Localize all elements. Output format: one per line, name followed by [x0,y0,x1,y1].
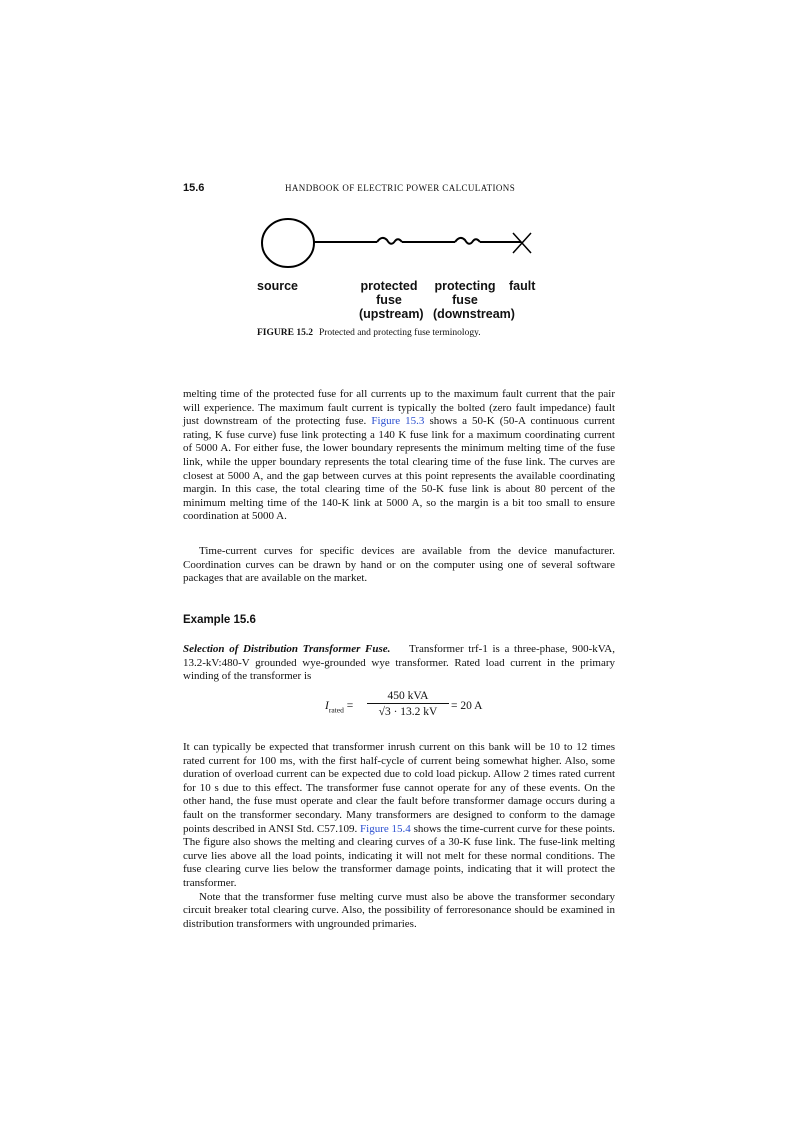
figure-caption-number: FIGURE 15.2 [257,328,313,338]
figure-caption-text: Protected and protecting fuse terminology. [318,328,481,338]
paragraph-ferroresonance: Note that the transformer fuse melting curve must also be above the transformer secondary circuit breaker total clearing curve. Also, the possibility of ferroresonance should be examined in distribution transformers with ungrounded primaries. [183,890,615,930]
figure-15-4-link[interactable]: Figure 15.4 [360,822,411,835]
protecting-fuse-label: protecting fuse (downstream) [433,279,515,321]
paragraph-coordination: melting time of the protected fuse for all currents up to the maximum fault current that the pair will experience. The maximum fault current is typically the bolted (zero fault impedance) fault just downstream of the protecting fuse. Figure 15.3 shows a 50-K (50-A continuous current rating, K fuse curve) fuse link protecting a 140 K fuse link for a maximum coordinating current of 5000 A. For either fuse, the lower boundary represents the minimum melting time of the fuse link, while the upper boundary represents the total clearing time of the fuse link. The curves are closest at 5000 A, and the gap between curves at this point represents the available coordinating margin. In this case, the total clearing time of the 50-K fuse link is about 80 percent of the minimum melting time of the 140-K link at 5000 A, so the margin is a bit too small to ensure coordination at 5000 A. [183,388,615,523]
source-label: source [257,279,298,293]
equation-rhs: = 20 A [451,700,483,712]
example-intro: Selection of Distribution Transformer Fuse. Transformer trf-1 is a three-phase, 900-kVA, 13.2-kV:480-V grounded wye-grounded wye transformer. Rated load current in the primary winding of the transformer is [183,643,615,683]
protecting-fuse-symbol [455,238,480,244]
page-header [183,182,615,198]
equation-denominator: √3 · 13.2 kV [378,706,438,718]
example-title: Selection of Distribution Transformer Fuse. [183,643,391,655]
figure-15-3-link[interactable]: Figure 15.3 [371,415,425,428]
page-number: 15.6 [183,182,205,194]
figure-caption [257,328,481,338]
protected-fuse-label: protected fuse (upstream) [359,279,424,321]
paragraph-inrush: It can typically be expected that transformer inrush current on this bank will be 10 to 12 times rated current for 100 ms, with the first half-cycle of current being somewhat higher. Also, some duration of overload current can be expected due to cold load pickup. Allow 2 times rated current for 10 s due to this effect. The transformer fuse cannot operate for any of these events. On the other hand, the fuse must operate and clear the fault before transformer damage occurs during a fault on the transformer secondary. Many transformers are designed to conform to the damage points described in ANSI Std. C57.109. Figure 15.4 shows the time-current curve for these points. The figure also shows the melting and clearing curves of a 30-K fuse link. The fuse-link melting curve lies above all the load points, indicating it will not melt for these normal conditions. The fuse clearing curve lies below the transformer damage points, indicating that it will protect the transformer. Note that the transformer fuse melting curve must also be above the transformer secondary circuit breaker total clearing curve. Also, the possibility of ferroresonance should be examined in distribution transformers with ungrounded primaries. [183,741,615,930]
equation-numerator: 450 kVA [367,690,449,704]
paragraph-time-current: Time-current curves for specific devices are available from the device manufacturer. Coordination curves can be drawn by hand or on the computer using one of several software packages that are available on the market. [183,545,615,585]
figure-fuse-terminology [255,215,555,325]
fault-label: fault [509,279,536,293]
running-title: HANDBOOK OF ELECTRIC POWER CALCULATIONS [285,183,516,193]
protected-fuse-symbol [377,238,402,244]
example-heading: Example 15.6 [183,614,256,626]
source-circle [262,219,314,267]
equation-fraction [367,690,449,718]
equation-lhs: $I_{rated}$ = [325,700,354,715]
